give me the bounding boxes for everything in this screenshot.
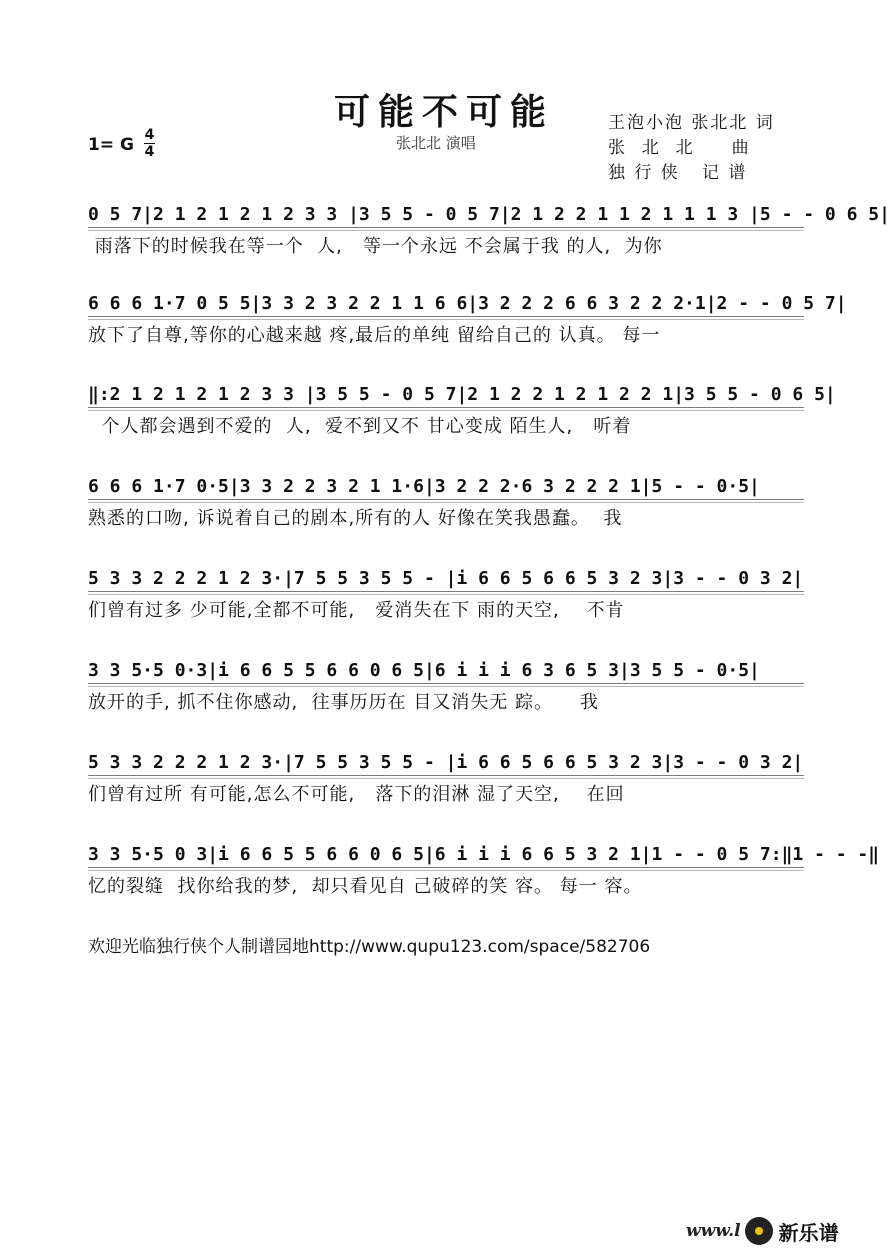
notation-text: 3 3 5·5 0 3|i 6 6 5 5 6 6 0 6 5|6 i i i 6 6 5 3 2 1|1 - - 0 5 7:‖1 - - -‖ [88,844,880,865]
score-line-7 [88,746,804,810]
logo-name: 新乐谱 [778,1220,839,1245]
key-signature: 1= G [88,135,134,155]
score-line-3 [88,378,836,442]
lyric-line: 们曾有过多 少可能,全都不可能, 爱消失在下 雨的天空, 不肯 [88,600,625,621]
singer-credit: 张北北 演唱 [396,134,476,152]
site-logo [686,1214,839,1248]
meter-bottom: 4 [144,144,155,160]
notation-text: 0 5 7|2 1 2 1 2 1 2 3 3 |3 5 5 - 0 5 7|2 1 2 2 1 1 2 1 1 1 3 |5 - - 0 6 5| [88,204,890,225]
score-line-4 [88,470,804,534]
notation [88,470,804,504]
score-line-8 [88,838,880,902]
notation-text: ‖:2 1 2 1 2 1 2 3 3 |3 5 5 - 0 5 7|2 1 2 2 1 2 1 2 2 1|3 5 5 - 0 6 5| [88,384,836,405]
lyric-line: 熟悉的口吻, 诉说着自己的剧本,所有的人 好像在笑我愚蠢。 我 [88,508,623,529]
footer-note: 欢迎光临独行侠个人制谱园地http://www.qupu123.com/space/582706 [88,937,651,957]
notation-text: 6 6 6 1·7 0 5 5|3 3 2 3 2 2 1 1 6 6|3 2 2 2 6 6 3 2 2 2·1|2 - - 0 5 7| [88,293,847,314]
notation-text: 5 3 3 2 2 2 1 2 3·|7 5 5 3 5 5 - |i 6 6 5 6 6 5 3 2 3|3 - - 0 3 2| [88,752,804,773]
time-signature [144,128,155,159]
lyricist-credit: 王泡小泡 张北北 词 [608,113,775,133]
notation-text: 5 3 3 2 2 2 1 2 3·|7 5 5 3 5 5 - |i 6 6 5 6 6 5 3 2 3|3 - - 0 3 2| [88,568,804,589]
notation-text: 3 3 5·5 0·3|i 6 6 5 5 6 6 0 6 5|6 i i i 6 3 6 5 3|3 5 5 - 0·5| [88,660,760,681]
song-title: 可能不可能 [333,91,554,133]
score-line-1 [88,198,890,262]
notation [88,378,836,412]
notation-text: 6 6 6 1·7 0·5|3 3 2 2 3 2 1 1·6|3 2 2 2·6 3 2 2 2 1|5 - - 0·5| [88,476,760,497]
transcriber-credit: 独 行 侠 记 谱 [608,163,748,183]
notation [88,746,804,780]
lyric-line: 雨落下的时候我在等一个 人, 等一个永远 不会属于我 的人, 为你 [88,236,663,257]
lyric-line: 放下了自尊,等你的心越来越 疼,最后的单纯 留给自己的 认真。 每一 [88,325,661,346]
lyric-line: 个人都会遇到不爱的 人, 爱不到又不 甘心变成 陌生人, 听着 [88,416,632,437]
meter-top: 4 [144,127,155,143]
lyric-line: 忆的裂缝 找你给我的梦, 却只看见自 己破碎的笑 容。 每一 容。 [88,876,643,897]
notation [88,654,804,688]
logo-url: www.l [686,1221,741,1241]
notation [88,838,880,872]
record-disc-icon [745,1217,773,1245]
score-line-5 [88,562,804,626]
notation [88,198,890,232]
composer-credit: 张 北 北 曲 [608,138,751,158]
lyric-line: 放开的手, 抓不住你感动, 往事历历在 目又消失无 踪。 我 [88,692,599,713]
notation [88,287,847,321]
notation [88,562,804,596]
lyric-line: 们曾有过所 有可能,怎么不可能, 落下的泪淋 湿了天空, 在回 [88,784,625,805]
score-line-6 [88,654,804,718]
score-line-2 [88,287,847,351]
